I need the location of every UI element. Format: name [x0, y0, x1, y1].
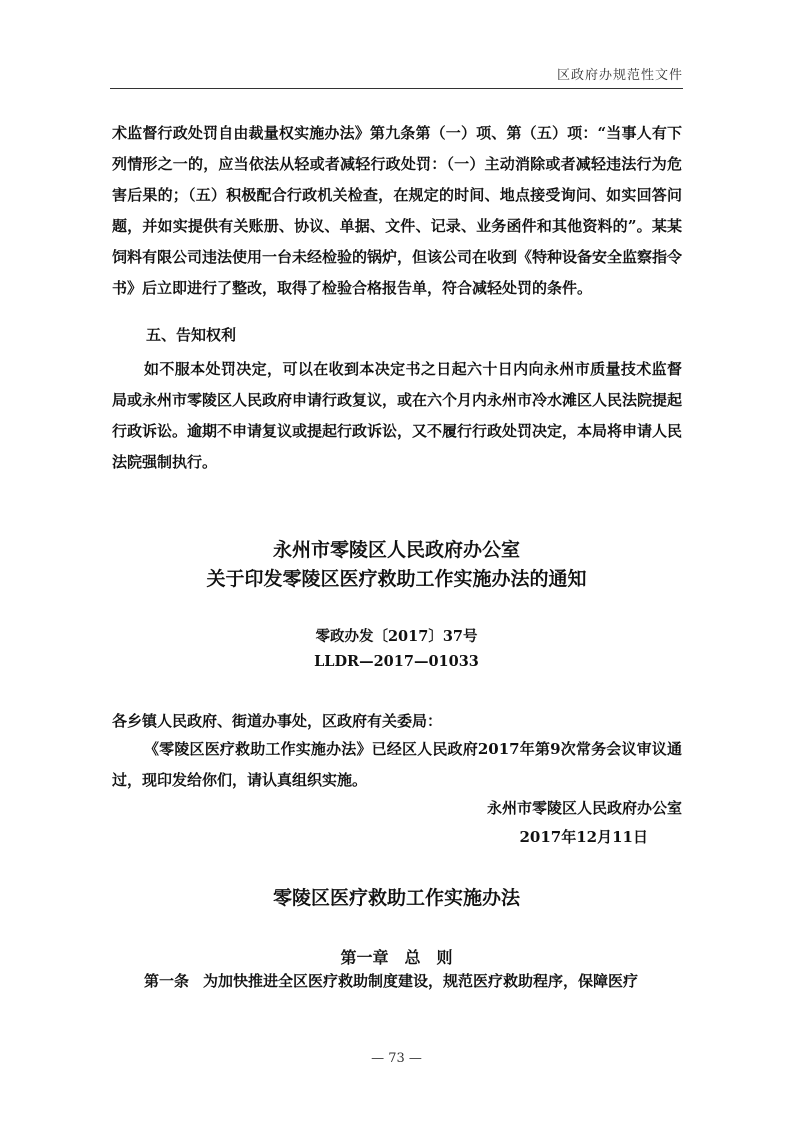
notice-body: 《零陵区医疗救助工作实施办法》已经区人民政府2017年第9次常务会议审议通过，现印发给你们，请认真组织实施。: [112, 740, 682, 789]
header-text: 区政府办规范性文件: [556, 68, 683, 83]
section-five-body: 如不服本处罚决定，可以在收到本决定书之日起六十日内向永州市质量技术监督局或永州市零陵区人民政府申请行政复议，或在六个月内永州市冷水滩区人民法院提起行政诉讼。逾期不申请复议或提起行政诉讼，又不履行行政处罚决定，本局将申请人民法院强制执行。: [112, 360, 683, 471]
page-number: — 73 —: [371, 1051, 422, 1066]
decision-paragraph: 术监督行政处罚自由裁量权实施办法》第九条第（一）项、第（五）项：“当事人有下列情形之一的，应当依法从轻或者减轻行政处罚：（一）主动消除或者减轻违法行为危害后果的；（五）积极配合行政机关检查，在规定的时间、地点接受询问、如实回答问题，并如实提供有关账册、协议、单据、文件、记录、业务函件和其他资料的”。某某饲料有限公司违法使用一台未经检验的锅炉，但该公司在收到《特种设备安全监察指令书》后立即进行了整改，取得了检验合格报告单，符合减轻处罚的条件。: [112, 124, 683, 297]
running-header: [110, 62, 683, 89]
recipients-line: 各乡镇人民政府、街道办事处，区政府有关委局：: [112, 712, 443, 730]
article-1: [112, 966, 682, 997]
document-number: 零政办发〔2017〕37号: [315, 628, 478, 645]
notice-title-line2: 关于印发零陵区医疗救助工作实施办法的通知: [206, 568, 587, 590]
signature-date: 2017年12月11日: [519, 828, 648, 846]
article-1-text: 为加快推进全区医疗救助制度建设，规范医疗救助程序，保障医疗: [203, 972, 639, 990]
signature-office: 永州市零陵区人民政府办公室: [486, 799, 682, 817]
registration-number: LLDR—2017—01033: [314, 653, 479, 670]
section-five-heading: 五、告知权利: [146, 326, 237, 344]
chapter-heading: 第一章 总 则: [340, 948, 453, 967]
article-1-label: 第一条: [144, 972, 190, 990]
notice-title-line1: 永州市零陵区人民政府办公室: [272, 539, 520, 561]
rules-title: 零陵区医疗救助工作实施办法: [272, 887, 520, 909]
